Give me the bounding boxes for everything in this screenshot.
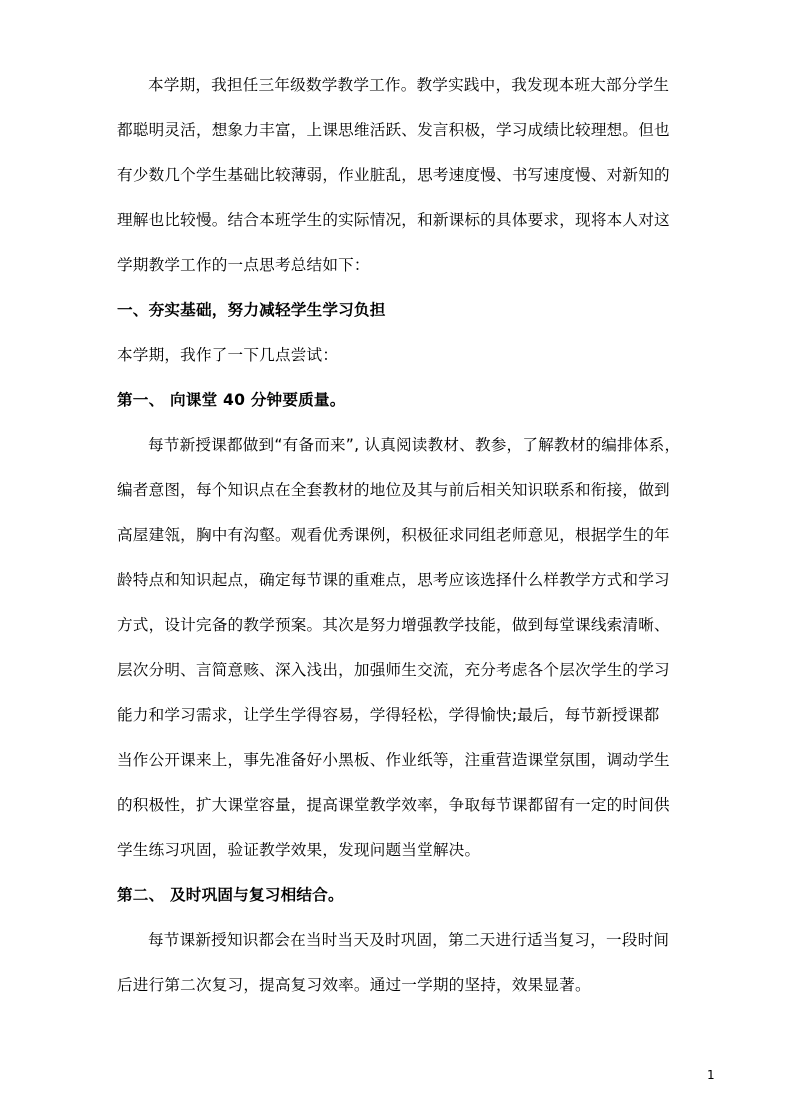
page-number: 1 (707, 1068, 715, 1082)
paragraph-first-line-2: 编者意图，每个知识点在全套教材的地位及其与前后相关知识联系和衔接，做到 (117, 481, 670, 499)
paragraph-intro-line-1: 本学期，我担任三年级数学教学工作。教学实践中，我发现本班大部分学生 (148, 76, 670, 94)
paragraph-intro-line-4: 理解也比较慢。结合本班学生的实际情况，和新课标的具体要求，现将本人对这 (117, 211, 670, 229)
paragraph-second-line-1: 每节课新授知识都会在当时当天及时巩固，第二天进行适当复习，一段时间 (148, 931, 670, 949)
subheading-first: 第一、 向课堂 40 分钟要质量。 (117, 391, 346, 409)
paragraph-first-line-10: 学生练习巩固，验证教学效果，发现问题当堂解决。 (117, 841, 481, 859)
subheading-second: 第二、 及时巩固与复习相结合。 (117, 886, 344, 904)
paragraph-first-line-3: 高屋建瓴，胸中有沟壑。观看优秀课例，积极征求同组老师意见，根据学生的年 (117, 526, 670, 544)
document-body (117, 67, 737, 1012)
section-intro-line: 本学期，我作了一下几点尝试： (117, 346, 339, 364)
section-heading-1: 一、夯实基础，努力减轻学生学习负担 (117, 301, 386, 319)
paragraph-first-line-7: 能力和学习需求，让学生学得容易，学得轻松，学得愉快;最后，每节新授课都 (117, 706, 660, 724)
paragraph-first-line-6: 层次分明、言简意赅、深入浅出，加强师生交流，充分考虑各个层次学生的学习 (117, 661, 670, 679)
paragraph-second-line-2: 后进行第二次复习，提高复习效率。通过一学期的坚持，效果显著。 (117, 976, 591, 994)
paragraph-intro-line-5: 学期教学工作的一点思考总结如下： (117, 256, 370, 274)
paragraph-first-line-4: 龄特点和知识起点，确定每节课的重难点，思考应该选择什么样教学方式和学习 (117, 571, 670, 589)
paragraph-intro-line-3: 有少数几个学生基础比较薄弱，作业脏乱，思考速度慢、书写速度慢、对新知的 (117, 166, 670, 184)
paragraph-first-line-1: 每节新授课都做到“有备而来”, 认真阅读教材、教参，了解教材的编排体系， (148, 436, 681, 454)
paragraph-intro-line-2: 都聪明灵活，想象力丰富，上课思维活跃、发言积极，学习成绩比较理想。但也 (117, 121, 670, 139)
paragraph-first-line-8: 当作公开课来上，事先准备好小黑板、作业纸等，注重营造课堂氛围，调动学生 (117, 751, 670, 769)
paragraph-first-line-5: 方式，设计完备的教学预案。其次是努力增强教学技能，做到每堂课线索清晰、 (117, 616, 670, 634)
paragraph-first-line-9: 的积极性，扩大课堂容量，提高课堂教学效率，争取每节课都留有一定的时间供 (117, 796, 670, 814)
